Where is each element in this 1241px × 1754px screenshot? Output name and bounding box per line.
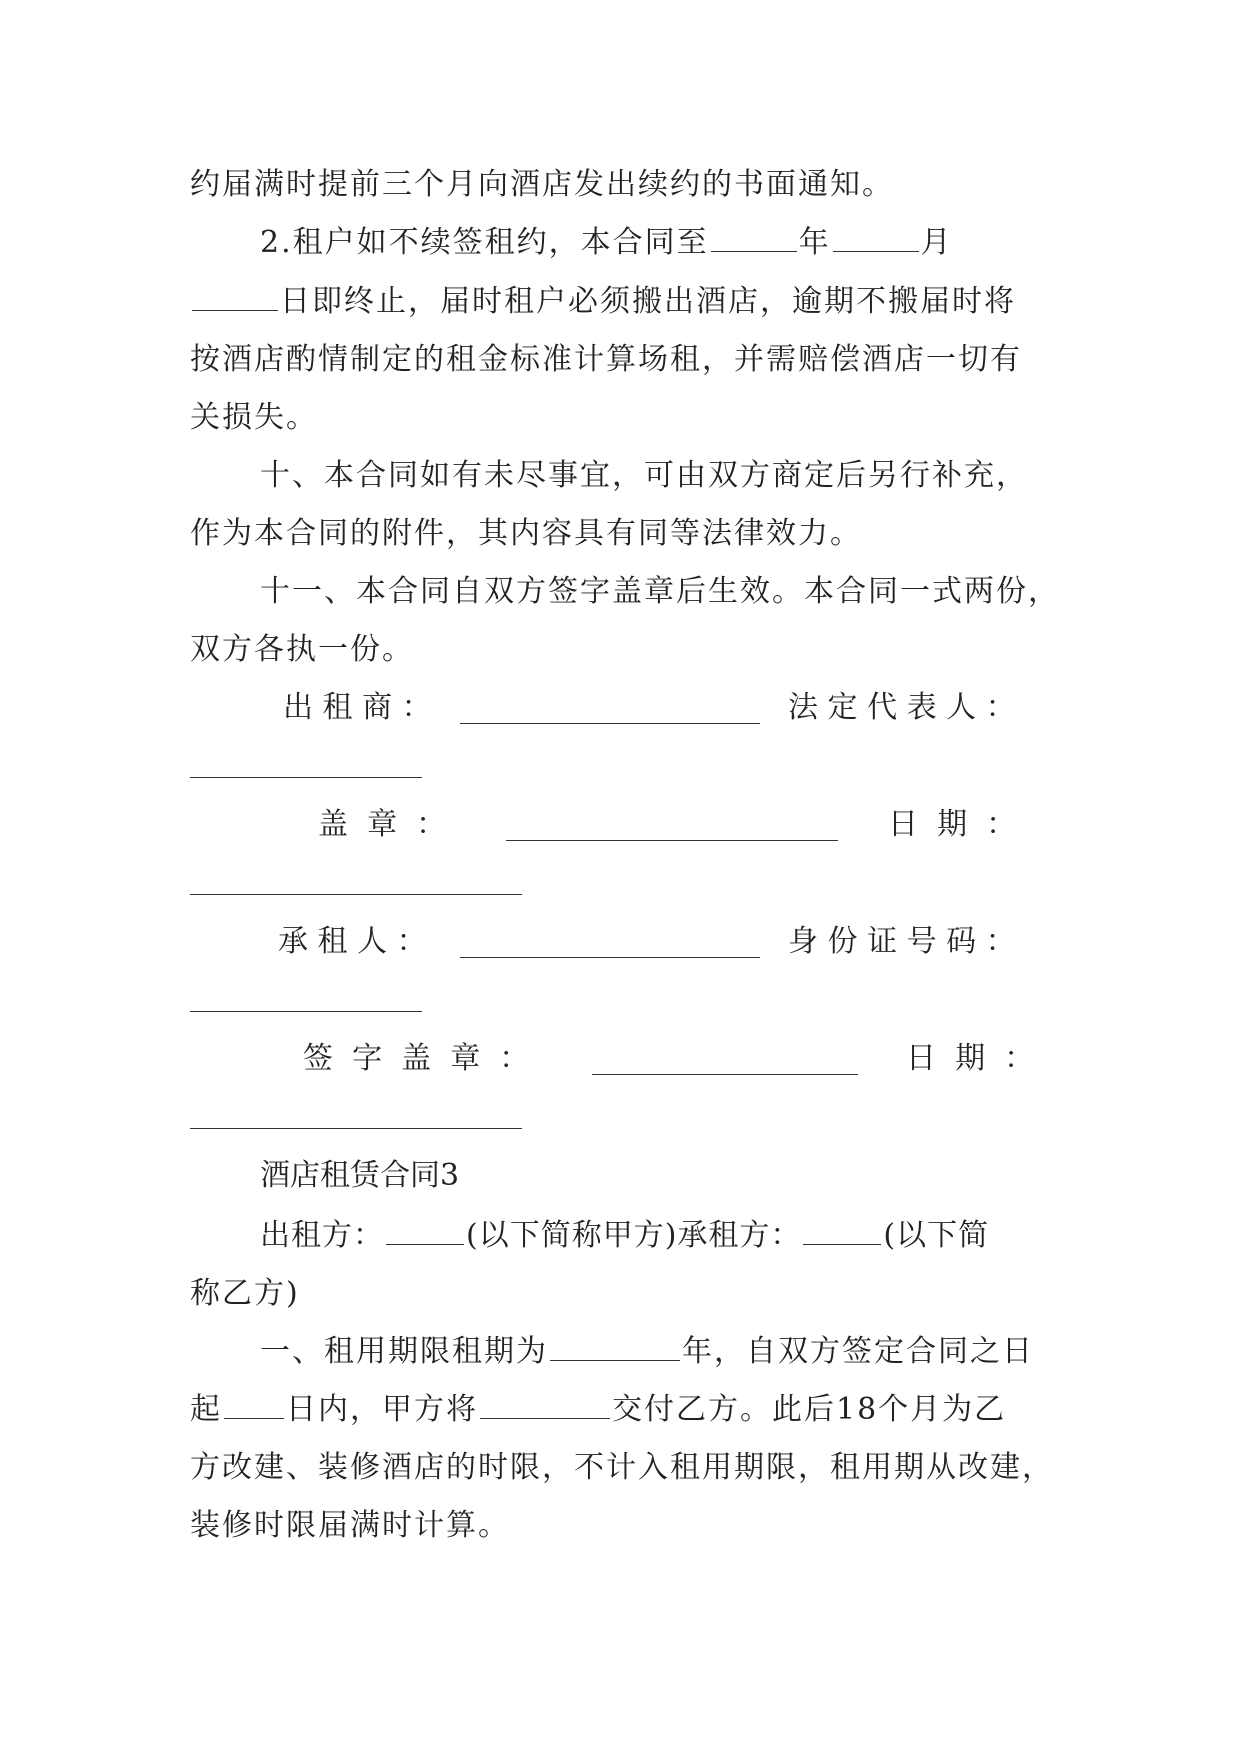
legal-rep-label: 法 定 代 表 人 ： xyxy=(788,690,1016,725)
blank-month xyxy=(833,225,919,252)
term-line-3: 方改建、装修酒店的时限，不计入租用期限，租用期从改建， xyxy=(190,1450,1054,1485)
term-line-2: 起 日内，甲方将 交付乙方。此后18个月为乙 xyxy=(190,1392,1007,1427)
blank-term-years xyxy=(550,1334,680,1361)
clause-10-line-1: 十、本合同如有未尽事宜，可由双方商定后另行补充， xyxy=(260,458,1028,493)
clause-2-line-1: 2.租户如不续签租约，本合同至 年 月 xyxy=(260,225,953,260)
lessee-label: 承 租 人 ： xyxy=(278,924,427,959)
clause-2-line-2: 日即终止，届时租户必须搬出酒店，逾期不搬届时将 xyxy=(190,282,1016,322)
legal-rep-signature-line xyxy=(190,777,422,778)
clause-10-line-2: 作为本合同的附件，其内容具有同等法律效力。 xyxy=(190,516,862,551)
text-line: 约届满时提前三个月向酒店发出续约的书面通知。 xyxy=(190,167,894,202)
clause-11-line-1: 十一、本合同自双方签字盖章后生效。本合同一式两份， xyxy=(260,574,1060,609)
seal-label: 盖 章 ： xyxy=(318,807,447,842)
date-line xyxy=(190,894,522,895)
blank-day xyxy=(192,284,278,311)
clause-2-line-3: 按酒店酌情制定的租金标准计算场租，并需赔偿酒店一切有 xyxy=(190,342,1022,377)
blank-lessor xyxy=(386,1218,464,1245)
lessee-signature-line xyxy=(460,957,760,958)
parties-line-2: 称乙方) xyxy=(190,1276,300,1311)
date-label-2: 日 期 ： xyxy=(906,1041,1035,1076)
blank-lessee xyxy=(803,1218,881,1245)
blank-year xyxy=(711,225,797,252)
lessor-signature-line xyxy=(460,723,760,724)
seal-line xyxy=(506,840,838,841)
sign-seal-label: 签 字 盖 章 ： xyxy=(303,1041,530,1076)
date-label: 日 期 ： xyxy=(888,807,1017,842)
contract-3-title: 酒店租赁合同3 xyxy=(260,1158,460,1193)
blank-property xyxy=(480,1392,610,1419)
term-line-1: 一、租用期限租期为 年，自双方签定合同之日 xyxy=(260,1334,1034,1369)
sign-seal-line xyxy=(592,1074,858,1075)
term-line-4: 装修时限届满时计算。 xyxy=(190,1508,510,1543)
clause-11-line-2: 双方各执一份。 xyxy=(190,632,414,667)
parties-line-1: 出租方： (以下简称甲方)承租方： (以下简 xyxy=(260,1218,990,1253)
id-number-line xyxy=(190,1011,422,1012)
blank-days xyxy=(224,1392,284,1419)
date-line-2 xyxy=(190,1128,522,1129)
lessor-label: 出 租 商 ： xyxy=(283,690,432,725)
id-number-label: 身 份 证 号 码 ： xyxy=(788,924,1016,959)
clause-2-line-4: 关损失。 xyxy=(190,400,318,435)
